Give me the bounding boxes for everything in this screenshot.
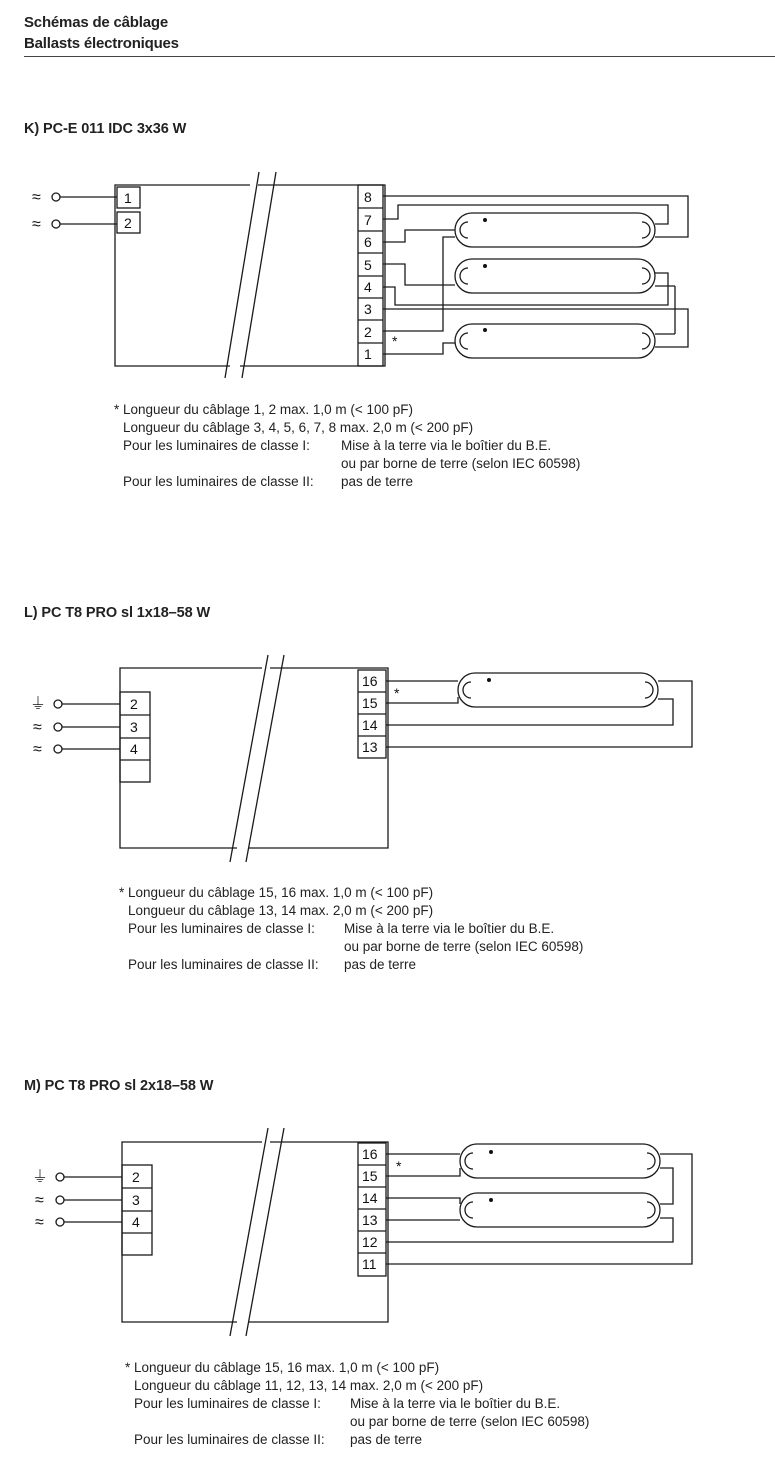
l-note-class2-label: Pour les luminaires de classe II: [128, 957, 319, 972]
k-output-terminal-7: 7 [364, 212, 372, 228]
l-note-line2: Longueur du câblage 13, 14 max. 2,0 m (< 200 pF) [128, 903, 434, 918]
l-input-terminal-4: 4 [130, 741, 138, 757]
diagram-k [0, 160, 775, 390]
l-input-terminal-2: 2 [130, 696, 138, 712]
m-output-terminal-13: 13 [362, 1212, 378, 1228]
l-input-symbol-ac-2: ≈ [33, 741, 42, 758]
l-note-class1-label: Pour les luminaires de classe I: [128, 921, 315, 936]
l-note-class1-value2: ou par borne de terre (selon IEC 60598) [344, 939, 584, 954]
k-note-asterisk: * [114, 402, 120, 417]
l-input-symbol-ac-1: ≈ [33, 719, 42, 736]
section-l-notes [119, 884, 584, 974]
section-k-notes [114, 401, 581, 491]
l-output-terminal-15: 15 [362, 695, 378, 711]
k-output-terminal-1: 1 [364, 346, 372, 362]
k-note-class1-value1: Mise à la terre via le boîtier du B.E. [341, 438, 552, 453]
k-input-symbol-1: ≈ [32, 189, 41, 206]
m-input-symbol-ac-1: ≈ [35, 1192, 44, 1209]
k-note-class2-label: Pour les luminaires de classe II: [123, 474, 314, 489]
m-note-class1-value2: ou par borne de terre (selon IEC 60598) [350, 1414, 590, 1429]
k-input-terminal-2: 2 [124, 215, 132, 231]
diagram-l [0, 650, 775, 870]
diagram-m [0, 1120, 775, 1340]
k-output-terminal-3: 3 [364, 301, 372, 317]
l-note-line1: Longueur du câblage 15, 16 max. 1,0 m (< 100 pF) [128, 885, 434, 900]
k-note-line2: Longueur du câblage 3, 4, 5, 6, 7, 8 max. 2,0 m (< 200 pF) [123, 420, 474, 435]
section-l-title: L) PC T8 PRO sl 1x18–58 W [24, 605, 211, 621]
m-note-line2: Longueur du câblage 11, 12, 13, 14 max. 2,0 m (< 200 pF) [134, 1378, 484, 1393]
k-output-terminal-5: 5 [364, 257, 372, 273]
l-note-class1-value1: Mise à la terre via le boîtier du B.E. [344, 921, 555, 936]
m-note-asterisk: * [125, 1360, 131, 1375]
header-subtitle: Ballasts électroniques [24, 35, 179, 52]
m-asterisk-mark: * [396, 1158, 402, 1174]
l-output-terminal-14: 14 [362, 717, 378, 733]
l-input-symbol-ground: ⏚ [30, 696, 47, 713]
k-output-terminal-6: 6 [364, 234, 372, 250]
section-m-title: M) PC T8 PRO sl 2x18–58 W [24, 1078, 214, 1094]
m-note-class1-value1: Mise à la terre via le boîtier du B.E. [350, 1396, 561, 1411]
m-input-terminal-2: 2 [132, 1169, 140, 1185]
l-note-asterisk: * [119, 885, 125, 900]
k-output-terminal-8: 8 [364, 189, 372, 205]
header-rule [24, 56, 775, 57]
k-note-class1-label: Pour les luminaires de classe I: [123, 438, 310, 453]
m-note-class1-label: Pour les luminaires de classe I: [134, 1396, 321, 1411]
m-output-terminal-12: 12 [362, 1234, 378, 1250]
k-output-terminal-2: 2 [364, 324, 372, 340]
k-asterisk-mark: * [392, 333, 398, 349]
k-input-terminal-1: 1 [124, 190, 132, 206]
l-output-terminal-16: 16 [362, 673, 378, 689]
m-input-symbol-ac-2: ≈ [35, 1214, 44, 1231]
l-note-class2-value: pas de terre [344, 957, 417, 972]
m-output-terminal-14: 14 [362, 1190, 378, 1206]
m-input-terminal-3: 3 [132, 1192, 140, 1208]
k-output-terminal-4: 4 [364, 279, 372, 295]
k-input-symbol-2: ≈ [32, 216, 41, 233]
k-note-class1-value2: ou par borne de terre (selon IEC 60598) [341, 456, 581, 471]
m-output-terminal-15: 15 [362, 1168, 378, 1184]
m-note-line1: Longueur du câblage 15, 16 max. 1,0 m (< 100 pF) [134, 1360, 440, 1375]
m-input-terminal-4: 4 [132, 1214, 140, 1230]
m-input-symbol-ground: ⏚ [32, 1169, 49, 1186]
m-output-terminal-11: 11 [362, 1256, 377, 1272]
m-note-class2-value: pas de terre [350, 1432, 423, 1447]
k-note-line1: Longueur du câblage 1, 2 max. 1,0 m (< 100 pF) [123, 402, 414, 417]
l-input-terminal-3: 3 [130, 719, 138, 735]
m-note-class2-label: Pour les luminaires de classe II: [134, 1432, 325, 1447]
section-m-notes [125, 1359, 590, 1449]
m-output-terminal-16: 16 [362, 1146, 378, 1162]
page-header [24, 12, 775, 54]
header-title: Schémas de câblage [24, 14, 168, 31]
l-asterisk-mark: * [394, 685, 400, 701]
k-note-class2-value: pas de terre [341, 474, 414, 489]
section-k-title: K) PC-E 011 IDC 3x36 W [24, 121, 187, 137]
l-output-terminal-13: 13 [362, 739, 378, 755]
